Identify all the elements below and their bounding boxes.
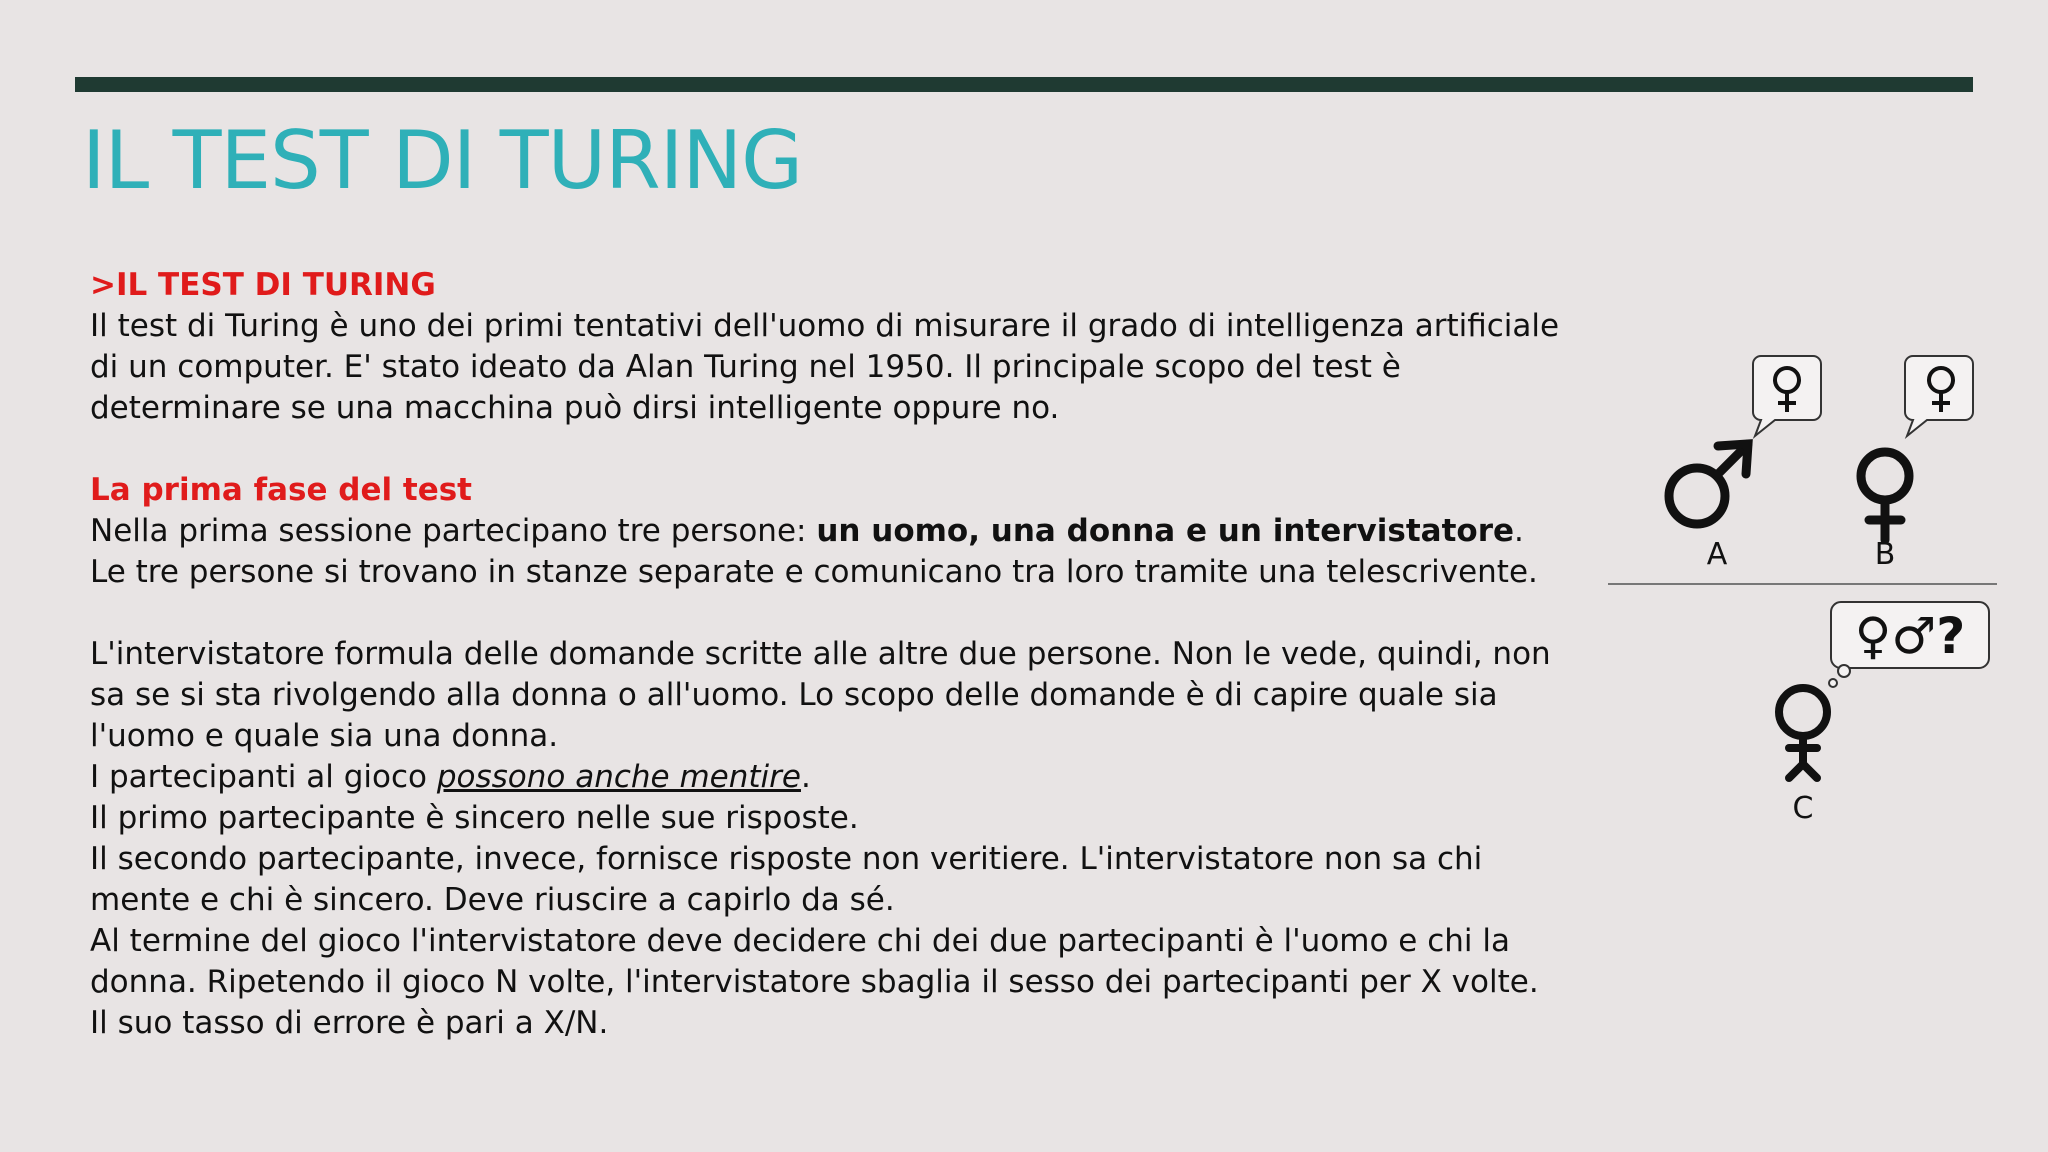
title-rule (75, 77, 1973, 92)
section-heading-intro: >IL TEST DI TURING (90, 267, 436, 303)
speech-bubble-icon (1753, 356, 1821, 436)
lie-emphasis: possono anche mentire (436, 759, 801, 795)
speech-bubble-icon (1905, 356, 1973, 436)
lie-text-end: . (800, 759, 811, 795)
bubble-c-symbols: ♀♂? (1854, 607, 1966, 665)
lie-line (90, 757, 1560, 798)
turing-diagram (1605, 350, 2005, 830)
male-symbol-icon (1669, 444, 1748, 524)
thought-bubble-icon (1829, 602, 1989, 687)
second-participant-line: Il secondo partecipante, invece, fornisce risposte non veritiere. L'intervistatore non sa chi mente e chi è sincero. Deve riuscire a capirlo da sé. (90, 841, 1483, 918)
slide-title: IL TEST DI TURING (82, 114, 803, 207)
lie-text-start: I partecipanti al gioco (90, 759, 437, 795)
label-a: A (1706, 537, 1728, 572)
interviewer-paragraph: L'intervistatore formula delle domande scritte alle altre due persone. Non le vede, quindi, non sa se si sta rivolgendo alla donna o all'uomo. Lo scopo delle domande è di capire quale sia l'uomo e quale sia una donna. (90, 636, 1551, 754)
section-heading-phase: La prima fase del test (90, 472, 473, 508)
phase-paragraph (90, 511, 1560, 593)
label-c: C (1792, 791, 1814, 826)
female-symbol-icon (1861, 452, 1909, 540)
label-b: B (1874, 537, 1896, 572)
slide-body (90, 265, 1560, 1044)
intro-paragraph: Il test di Turing è uno dei primi tentativi dell'uomo di misurare il grado di intelligenza artificiale di un computer. E' stato ideato da Alan Turing nel 1950. Il principale scopo del test è determinare se una macchina può dirsi intelligente oppure no. (90, 308, 1560, 426)
phase-text-start: Nella prima sessione partecipano tre persone: (90, 513, 817, 549)
conclusion-line: Al termine del gioco l'intervistatore deve decidere chi dei due partecipanti è l'uomo e chi la donna. Ripetendo il gioco N volte, l'intervistatore sbaglia il sesso dei partecipanti per X volte. Il suo tasso di errore è pari a X/N. (90, 923, 1539, 1041)
phase-text-end: . Le tre persone si trovano in stanze separate e comunicano tra loro tramite una telescrivente. (90, 513, 1538, 590)
first-participant-line: Il primo partecipante è sincero nelle sue risposte. (90, 800, 859, 836)
phase-participants: un uomo, una donna e un intervistatore (816, 513, 1515, 549)
stick-figure-icon (1779, 688, 1827, 778)
